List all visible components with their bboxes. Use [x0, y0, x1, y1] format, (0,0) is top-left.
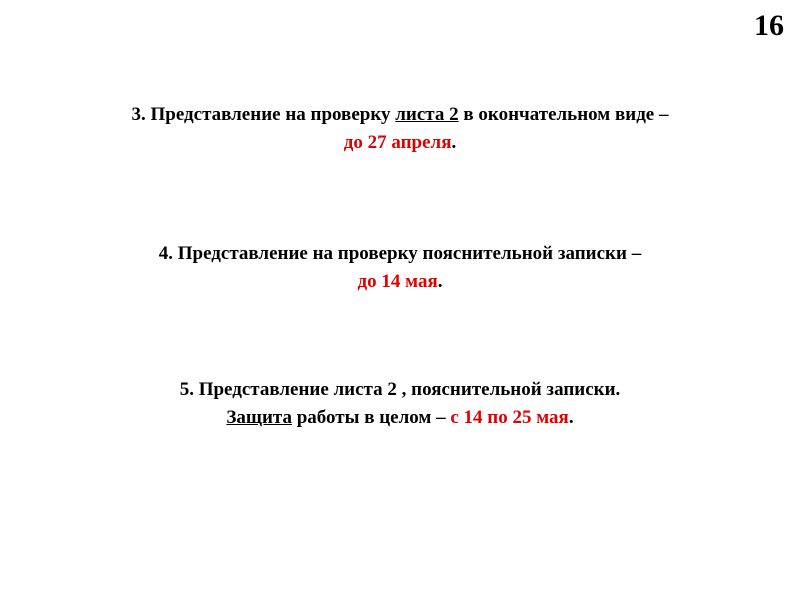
item-5-number: 5.	[179, 379, 194, 400]
item-5-text: Представление листа 2 , пояснительной записки.	[193, 379, 621, 400]
item-3-line-2	[0, 129, 800, 157]
deadline-item-5	[0, 376, 800, 432]
deadline-item-3	[0, 101, 800, 157]
item-5-underlined-defense: Защита	[226, 407, 292, 428]
item-3-number: 3.	[131, 104, 146, 125]
item-5-period: .	[568, 407, 574, 428]
item-3-deadline: до 27 апреля	[343, 132, 452, 153]
item-4-number: 4.	[158, 243, 174, 264]
item-5-deadline: с 14 по 25 мая	[450, 407, 569, 428]
item-3-line-1	[0, 101, 800, 129]
page-number: 16	[754, 9, 784, 42]
item-5-text-end: работы в целом –	[291, 407, 451, 428]
item-4-text: Представление на проверку пояснительной записки –	[173, 243, 642, 264]
item-4-line-2	[0, 268, 800, 296]
deadline-item-4	[0, 240, 800, 296]
item-5-line-2	[0, 404, 800, 432]
item-4-deadline: до 14 мая	[357, 271, 438, 292]
item-3-text-start: Представление на проверку	[145, 104, 396, 125]
item-3-period: .	[451, 132, 457, 153]
item-4-period: .	[437, 271, 443, 292]
item-3-text-end: в окончательном виде –	[458, 104, 669, 125]
item-3-underlined-sheet: листа 2	[395, 104, 459, 125]
item-5-line-1	[0, 376, 800, 404]
item-4-line-1	[0, 240, 800, 268]
